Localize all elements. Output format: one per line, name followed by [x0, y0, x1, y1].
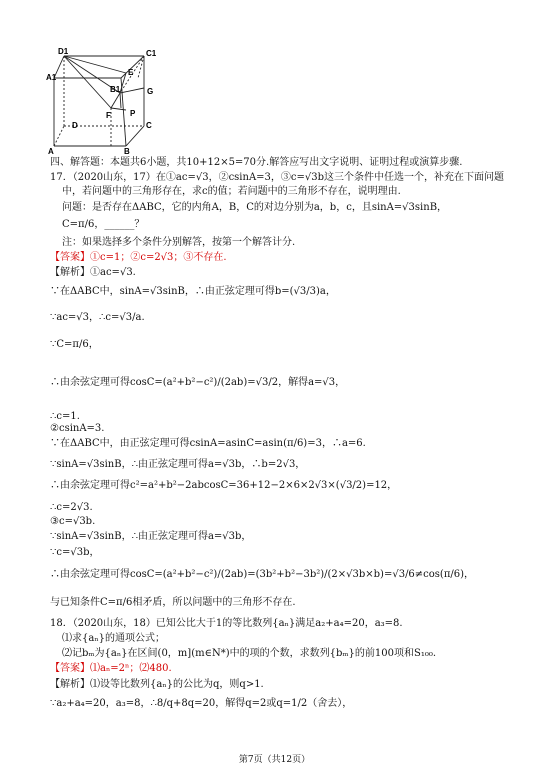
q17-step15: 与已知条件C=π/6相矛盾，所以问题中的三角形不存在.: [50, 597, 296, 608]
label-c: C: [146, 121, 152, 130]
q18-analysis: 【解析】⑴设等比数列{aₙ}的公比为q，则q>1.: [50, 679, 264, 690]
q17-step6: ②csinA=3.: [50, 423, 105, 434]
label-p: P: [130, 109, 136, 118]
q17-step7: ∵在ΔABC中，由正弦定理可得csinA=asinC=asin(π/6)=3，∴a=6.: [50, 438, 366, 449]
q17-line2: 中，若问题中的三角形存在，求c的值；若问题中的三角形不存在，说明理由.: [62, 186, 401, 197]
section-heading: 四、解答题：本题共6小题，共10+12×5=70分.解答应写出文字说明、证明过程或演算步骤.: [50, 157, 463, 168]
q17-step13: ∵c=√3b，: [50, 547, 100, 558]
q17-step8: ∵sinA=√3sinB，∴由正弦定理可得a=√3b，∴b=2√3，: [50, 459, 306, 470]
q17-step5: ∴c=1.: [50, 411, 80, 422]
q17-step14: ∴由余弦定理可得cosC=(a²+b²−c²)/(2ab)=(3b²+b²−3b²)/(2×√3b×b)=√3/6≠cos(π/6)，: [50, 569, 475, 580]
q17-step4: ∴由余弦定理可得cosC=(a²+b²−c²)/(2ab)=√3/2，解得a=√3，: [50, 377, 346, 388]
page-footer: 第7页（共12页）: [238, 755, 311, 765]
label-b1: B1: [110, 85, 121, 94]
q17-note: 注：如果选择多个条件分别解答，按第一个解答计分.: [62, 237, 296, 248]
q17-line4: C=π/6，______？: [62, 219, 145, 230]
q17-step9: ∴由余弦定理可得c²=a²+b²−2abcosC=36+12−2×6×2√3×(√3/2)=12，: [50, 480, 398, 491]
label-a1: A1: [46, 73, 57, 82]
label-c1: C1: [146, 49, 157, 58]
label-a: A: [48, 147, 54, 156]
q17-line3: 问题：是否存在ΔABC，它的内角A，B，C的对边分别为a，b，c，且sinA=√3sinB，: [62, 202, 448, 213]
q17-answer: 【答案】①c=1；②c=2√3；③不存在.: [50, 252, 227, 263]
label-d1: D1: [58, 48, 69, 56]
q17-analysis: 【解析】①ac=√3.: [50, 267, 136, 278]
q17-step11: ③c=√3b.: [50, 516, 96, 527]
label-e: E: [128, 68, 134, 77]
q17-line1: 17．（2020山东，17）在①ac=√3，②csinA=3，③c=√3b这三个条件中任选一个，补充在下面问题: [50, 172, 505, 183]
q17-step1: ∵在ΔABC中，sinA=√3sinB，∴由正弦定理可得b=(√3/3)a，: [50, 286, 336, 297]
q18-answer: 【答案】⑴aₙ=2ⁿ；⑵480.: [50, 663, 172, 674]
q17-step3: ∵C=π/6，: [50, 339, 99, 350]
q18-part2: ⑵记bₘ为{aₙ}在区间(0，m](m∈N*)中的项的个数，求数列{bₘ}的前100项和S₁₀₀.: [62, 648, 437, 659]
q18-part1: ⑴求{aₙ}的通项公式；: [62, 633, 166, 644]
label-f: F: [106, 111, 111, 120]
label-g: G: [147, 87, 154, 96]
q17-step12: ∵sinA=√3sinB，∴由正弦定理可得a=√3b，: [50, 531, 252, 542]
q17-step2: ∵ac=√3，∴c=√3/a.: [50, 312, 145, 323]
q18-line1: 18．（2020山东，18）已知公比大于1的等比数列{aₙ}满足a₂+a₄=20，a₃=8.: [50, 618, 403, 629]
label-d: D: [72, 121, 78, 130]
q17-step10: ∴c=2√3.: [50, 502, 93, 513]
q18-step1: ∵a₂+a₄=20，a₃=8，∴8/q+8q=20，解得q=2或q=1/2（舍去），: [50, 698, 353, 709]
label-b: B: [124, 147, 130, 156]
cube-figure: [46, 48, 166, 156]
